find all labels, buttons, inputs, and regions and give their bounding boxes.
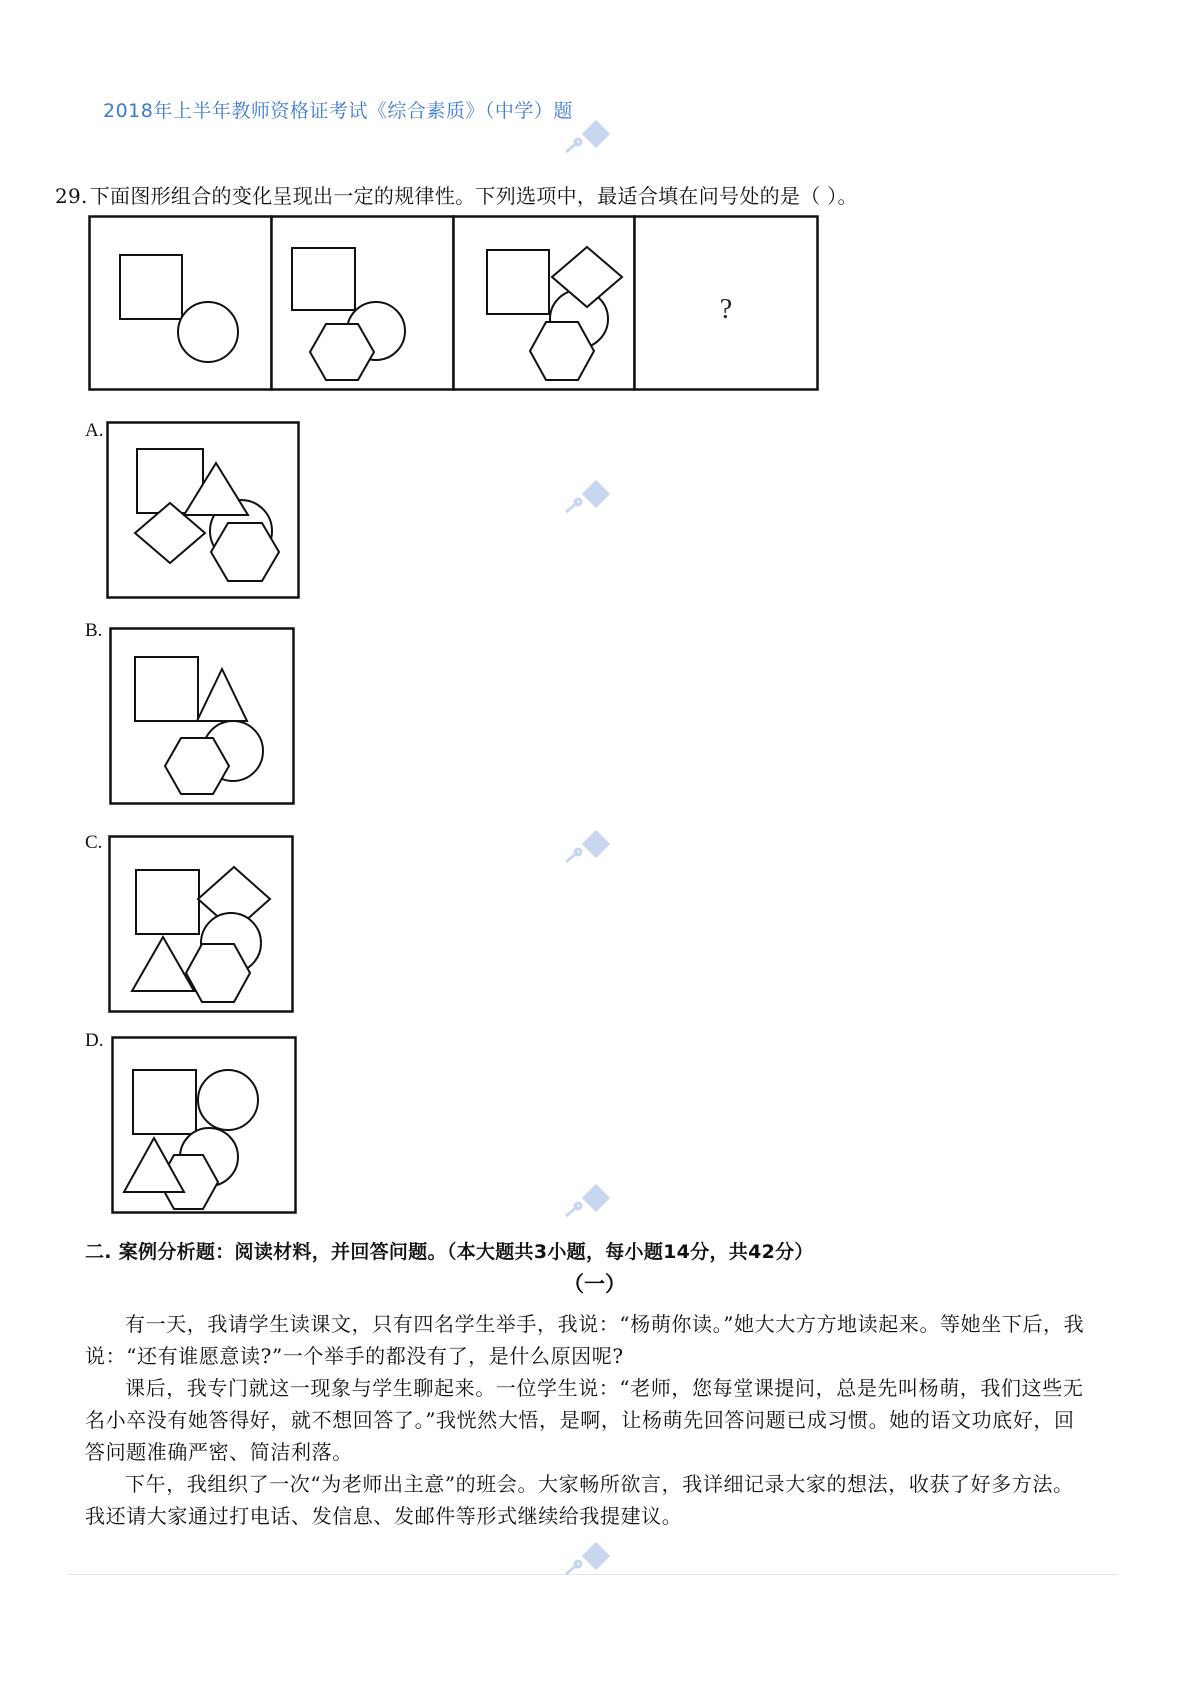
watermark-logo-icon [562,118,614,158]
option-a-label[interactable]: A. [85,420,104,441]
option-b-figure[interactable] [109,627,295,805]
watermark-logo-icon [562,828,614,868]
circle-shape [178,302,238,362]
section-title: 二. 案例分析题：阅读材料，并回答问题。（本大题共3小题，每小题14分，共42分） [85,1241,814,1263]
question-stem [55,180,858,209]
watermark-logo-icon [562,478,614,518]
option-d-figure[interactable] [111,1036,297,1214]
passage-paragraph: 课后，我专门就这一现象与学生聊起来。一位学生说：“老师，您每堂课提问，总是先叫杨萌，我们这些无名小卒没有她答得好，就不想回答了。”我恍然大悟，是啊，让杨萌先回答问题已成习惯。她的语文功底好，回答问题准确严密、简洁利落。 [85,1376,1084,1464]
option-b-label[interactable]: B. [85,620,103,641]
watermark-logo-icon [562,1182,614,1222]
sequence-missing-mark: ? [719,294,733,325]
case-subtitle: （一） [563,1272,626,1296]
option-c-label[interactable]: C. [85,832,103,853]
option-a-figure[interactable] [106,421,300,599]
square-shape [487,250,549,314]
option-c-figure[interactable] [108,835,294,1013]
question-text: 下面图形组合的变化呈现出一定的规律性。下列选项中，最适合填在问号处的是（ ）。 [89,184,858,208]
square-shape [292,248,355,310]
square-shape [135,657,198,721]
question-sequence-figure [88,215,820,391]
square-shape [133,1070,196,1134]
square-shape [136,870,199,934]
question-number: 29. [55,184,88,208]
circle-shape [198,1070,258,1130]
passage-paragraph: 有一天，我请学生读课文，只有四名学生举手，我说：“杨萌你读。”她大大方方地读起来。等她坐下后，我说：“还有谁愿意读?”一个举手的都没有了，是什么原因呢? [85,1312,1085,1368]
watermark-logo-icon [562,1540,614,1580]
square-shape [120,255,182,319]
page-header-title[interactable]: 2018年上半年教师资格证考试《综合素质》（中学）题 [103,100,573,122]
case-passage [85,1308,1085,1532]
passage-paragraph: 下午，我组织了一次“为老师出主意”的班会。大家畅所欲言，我详细记录大家的想法，收获了好多方法。我还请大家通过打电话、发信息、发邮件等形式继续给我提建议。 [85,1472,1074,1528]
option-d-label[interactable]: D. [85,1030,104,1051]
